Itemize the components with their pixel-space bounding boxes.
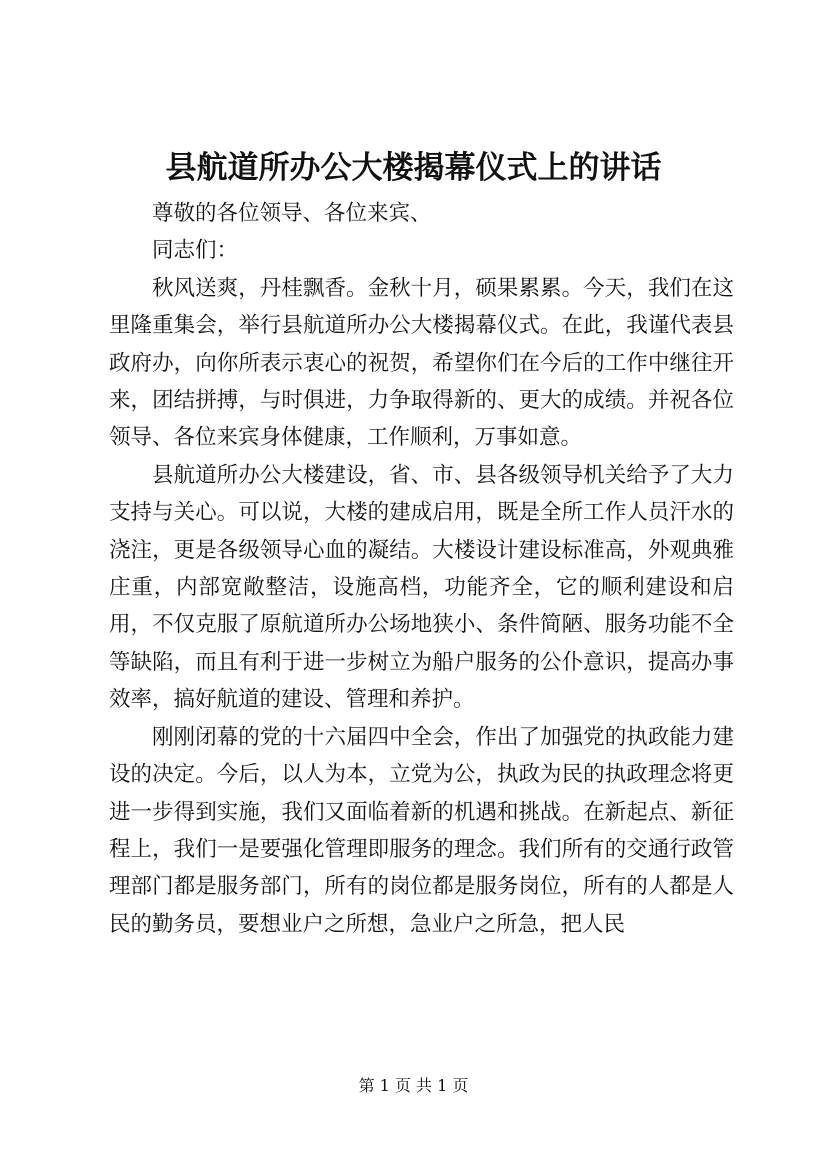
body-paragraph: 刚刚闭幕的党的十六届四中全会，作出了加强党的执政能力建设的决定。今后，以人为本，立党为公，执政为民的执政理念将更进一步得到实施，我们又面临着新的机遇和挑战。在新起点、新征程上，我们一是要强化管理即服务的理念。我们所有的交通行政管理部门都是服务部门，所有的岗位都是服务岗位，所有的人都是人民的勤务员，要想业户之所想，急业户之所急，把人民 <box>109 724 734 937</box>
body-paragraph: 县航道所办公大楼建设，省、市、县各级领导机关给予了大力支持与关心。可以说，大楼的建成启用，既是全所工作人员汗水的浇注，更是各级领导心血的凝结。大楼设计建设标准高，外观典雅庄重，内部宽敞整洁，设施高档，功能齐全，它的顺利建设和启用，不仅克服了原航道所办公场地狭小、条件简陋、服务功能不全等缺陷，而且有利于进一步树立为船户服务的公仆意识，提高办事效率，搞好航道的建设、管理和养护。 <box>109 462 734 713</box>
document-title: 县航道所办公大楼揭幕仪式上的讲话 <box>165 150 662 186</box>
page-footer: 第 1 页 共 1 页 <box>358 1076 469 1095</box>
salutation-line: 同志们： <box>152 238 239 264</box>
salutation-line: 尊敬的各位领导、各位来宾、 <box>152 201 432 226</box>
body-paragraph: 秋风送爽，丹桂飘香。金秋十月，硕果累累。今天，我们在这里隆重集会，举行县航道所办公大楼揭幕仪式。在此，我谨代表县政府办，向你所表示衷心的祝贺，希望你们在今后的工作中继往开来，团结拼搏，与时俱进，力争取得新的、更大的成绩。并祝各位领导、各位来宾身体健康，工作顺利，万事如意。 <box>109 275 734 451</box>
document-body <box>109 195 734 943</box>
